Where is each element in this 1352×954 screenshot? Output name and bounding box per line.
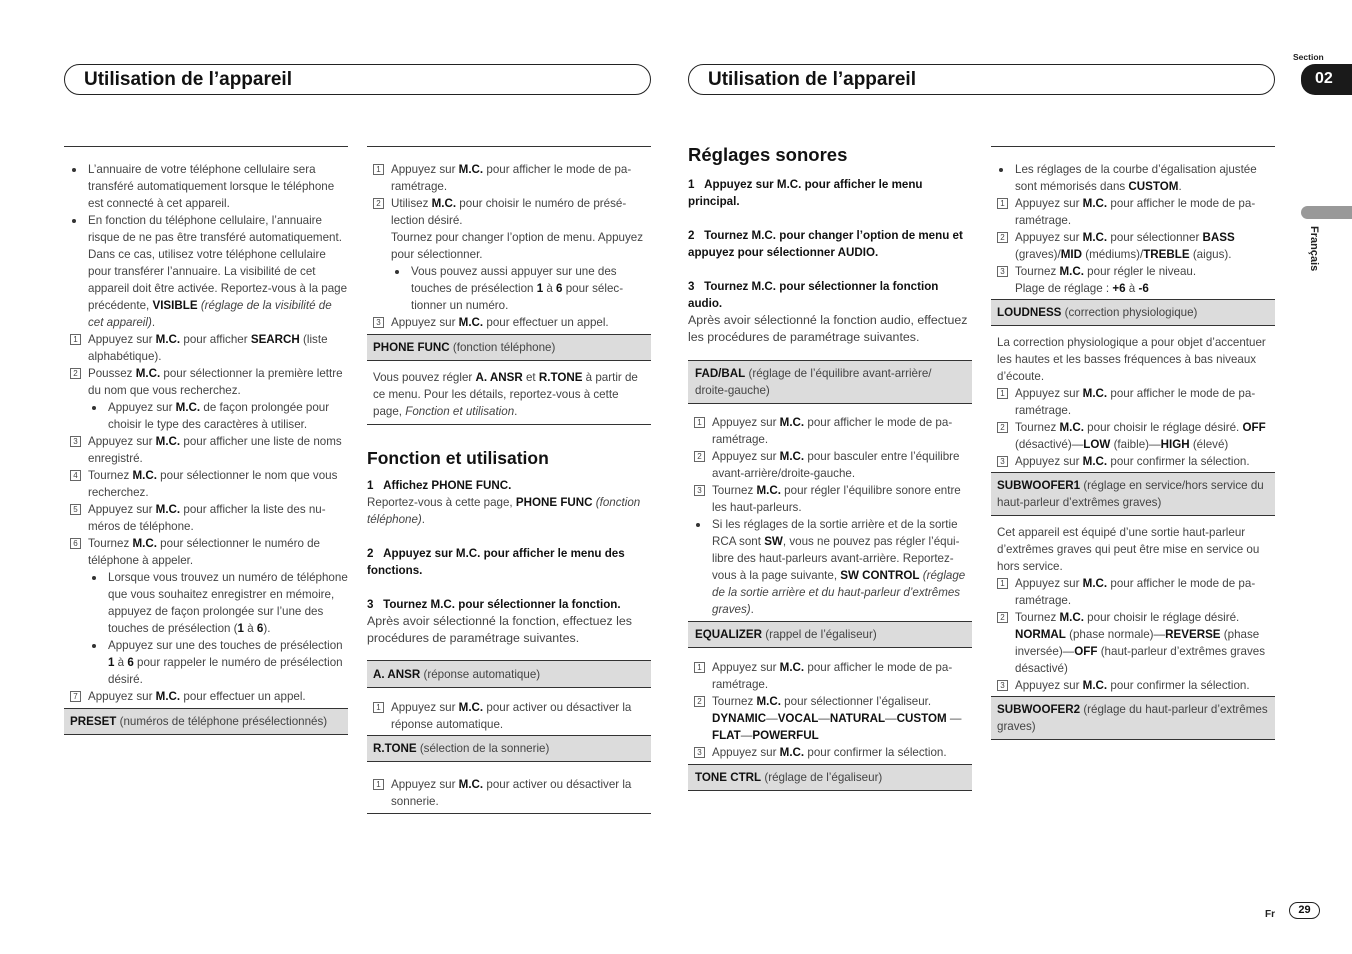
list-item: 2 Utilisez M.C. pour choisir le numéro de présélection désiré. [367, 195, 651, 229]
page-number: 29 [1289, 902, 1320, 919]
setting-box: A. ANSR (réponse automatique) [367, 660, 651, 688]
page-header-left: Utilisation de l’appareil [64, 64, 651, 95]
list-item: Si les réglages de la sortie arrière et de la sortie RCA sont SW, vous ne pouvez pas régler l’équilibre des haut-parleurs avant-arrière. Reportez-vous à la page suivante, SW CONTROL (réglage de la sortie arrière et du haut-parleur d’extrêmes graves). [688, 516, 972, 618]
step-title: 2 Appuyez sur M.C. pour afficher le menu des fonctions. [367, 547, 625, 577]
language-tab-bar [1301, 206, 1352, 219]
setting-box: R.TONE (sélection de la sonnerie) [367, 735, 651, 762]
step-title: 3 Tournez M.C. pour sélectionner la fonction audio. [688, 280, 939, 310]
column-4 [991, 146, 1275, 740]
list-item: 1 Appuyez sur M.C. pour activer ou désactiver la réponse automatique. [367, 699, 651, 733]
step-title: 1 Affichez PHONE FUNC. [367, 479, 512, 492]
list-item: 7 Appuyez sur M.C. pour effectuer un appel. [64, 688, 348, 705]
page-header-right: Utilisation de l’appareil [688, 64, 1275, 95]
setting-box: LOUDNESS (correction physiologique) [991, 299, 1275, 326]
section-number: 02 [1301, 64, 1352, 95]
section-heading: Réglages sonores [688, 144, 848, 165]
column-1 [64, 146, 348, 735]
list-item: 3 Appuyez sur M.C. pour confirmer la sélection. [688, 744, 972, 761]
list-item: 3 Tournez M.C. pour régler l’équilibre sonore entre les haut-parleurs. [688, 482, 972, 516]
list-item: 2 Tournez M.C. pour choisir le réglage désiré. NORMAL (phase normale)—REVERSE (phase inversée)—OFF (haut-parleur d’extrêmes graves désactivé) [991, 609, 1275, 677]
list-item: 3 Appuyez sur M.C. pour effectuer un appel. [367, 314, 651, 331]
list-item: Appuyez sur une des touches de présélection 1 à 6 pour rappeler le numéro de présélection désiré. [64, 637, 348, 688]
list-item: 1 Appuyez sur M.C. pour afficher le mode de paramétrage. [991, 195, 1275, 229]
step-title: 1 Appuyez sur M.C. pour afficher le menu principal. [688, 178, 923, 208]
setting-box: SUBWOOFER2 (réglage du haut-parleur d’extrêmes graves) [991, 696, 1275, 740]
column-2 [367, 146, 651, 814]
list-item: Lorsque vous trouvez un numéro de téléphone que vous souhaitez enregistrer en mémoire, appuyez de façon prolongée sur l’une des touches de présélection (1 à 6). [64, 569, 348, 637]
paragraph: La correction physiologique a pour objet d’accentuer les hautes et les basses fréquences à bas niveaux d’écoute. [997, 336, 1266, 383]
setting-box: TONE CTRL (réglage de l’égaliseur) [688, 764, 972, 791]
list-item: 1 Appuyez sur M.C. pour afficher SEARCH (liste alphabétique). [64, 331, 348, 365]
column-3 [688, 144, 972, 791]
paragraph: Tournez pour changer l’option de menu. Appuyez pour sélectionner. [391, 231, 644, 261]
setting-box: FAD/BAL (réglage de l’équilibre avant-arrière/ droite-gauche) [688, 360, 972, 404]
paragraph: Après avoir sélectionné la fonction, effectuez les procédures de paramétrage suivantes. [367, 614, 632, 645]
step-title: 2 Tournez M.C. pour changer l’option de menu et appuyez pour sélectionner AUDIO. [688, 229, 963, 259]
list-item: 1 Appuyez sur M.C. pour afficher le mode de paramétrage. [688, 414, 972, 448]
list-item: 1 Appuyez sur M.C. pour afficher le mode de paramétrage. [991, 385, 1275, 419]
section-heading: Fonction et utilisation [367, 448, 549, 468]
list-item: 2 Poussez M.C. pour sélectionner la première lettre du nom que vous recherchez. [64, 365, 348, 399]
paragraph: Vous pouvez régler A. ANSR et R.TONE à partir de ce menu. Pour les détails, reportez-vous à cette page, Fonction et utilisation. [367, 361, 651, 425]
list-item: 3 Appuyez sur M.C. pour confirmer la sélection. [991, 677, 1275, 694]
paragraph: Après avoir sélectionné la fonction audio, effectuez les procédures de paramétrage suivantes. [688, 313, 968, 344]
list-item: 3 Appuyez sur M.C. pour afficher une liste de noms enregistré. [64, 433, 348, 467]
list-item: 6 Tournez M.C. pour sélectionner le numéro de téléphone à appeler. [64, 535, 348, 569]
step-title: 3 Tournez M.C. pour sélectionner la fonction. [367, 598, 621, 611]
list-item: 3 Tournez M.C. pour régler le niveau. Plage de réglage : +6 à -6 [991, 263, 1275, 297]
list-item: 4 Tournez M.C. pour sélectionner le nom que vous recherchez. [64, 467, 348, 501]
list-item: 2 Tournez M.C. pour sélectionner l’égaliseur. DYNAMIC—VOCAL—NATURAL—CUSTOM —FLAT—POWERFUL [688, 693, 972, 744]
paragraph: Cet appareil est équipé d’une sortie haut-parleur d’extrêmes graves qui peut être mise en service ou hors service. [997, 526, 1260, 573]
language-label: Français [1308, 226, 1320, 272]
list-item: Les réglages de la courbe d’égalisation ajustée sont mémorisés dans CUSTOM. [991, 161, 1275, 195]
section-label: Section [1293, 52, 1324, 62]
list-item: L’annuaire de votre téléphone cellulaire sera transféré automatiquement lorsque le téléphone est connecté à cet appareil. [64, 161, 348, 212]
list-item: 1 Appuyez sur M.C. pour afficher le mode de paramétrage. [991, 575, 1275, 609]
setting-box: EQUALIZER (rappel de l’égaliseur) [688, 621, 972, 648]
paragraph: Reportez-vous à cette page, PHONE FUNC (fonction téléphone). [367, 496, 641, 526]
footer-lang-code: Fr [1265, 909, 1275, 920]
list-item: 2 Tournez M.C. pour choisir le réglage désiré. OFF (désactivé)—LOW (faible)—HIGH (élevé) [991, 419, 1275, 453]
list-item: Vous pouvez aussi appuyer sur une des touches de présélection 1 à 6 pour sélectionner un numéro. [367, 263, 651, 314]
list-item: 3 Appuyez sur M.C. pour confirmer la sélection. [991, 453, 1275, 470]
list-item: 1 Appuyez sur M.C. pour afficher le mode de paramétrage. [367, 161, 651, 195]
list-item: En fonction du téléphone cellulaire, l’annuaire risque de ne pas être transféré automatiquement. Dans ce cas, utilisez votre téléphone cellulaire pour transférer l’annuaire. La visibilité de cet appareil doit être activée. Reportez-vous à la page précédente, VISIBLE (réglage de la visibilité de cet appareil). [64, 212, 348, 331]
setting-box: SUBWOOFER1 (réglage en service/hors service du haut-parleur d’extrêmes graves) [991, 472, 1275, 516]
setting-box: PRESET (numéros de téléphone présélectionnés) [64, 708, 348, 735]
list-item: 1 Appuyez sur M.C. pour afficher le mode de paramétrage. [688, 659, 972, 693]
list-item: 2 Appuyez sur M.C. pour sélectionner BASS (graves)/MID (médiums)/TREBLE (aigus). [991, 229, 1275, 263]
list-item: 2 Appuyez sur M.C. pour basculer entre l’équilibre avant-arrière/droite-gauche. [688, 448, 972, 482]
setting-box: PHONE FUNC (fonction téléphone) [367, 334, 651, 361]
list-item: 1 Appuyez sur M.C. pour activer ou désactiver la sonnerie. [367, 776, 651, 814]
list-item: 5 Appuyez sur M.C. pour afficher la liste des numéros de téléphone. [64, 501, 348, 535]
list-item: Appuyez sur M.C. de façon prolongée pour choisir le type des caractères à utiliser. [64, 399, 348, 433]
